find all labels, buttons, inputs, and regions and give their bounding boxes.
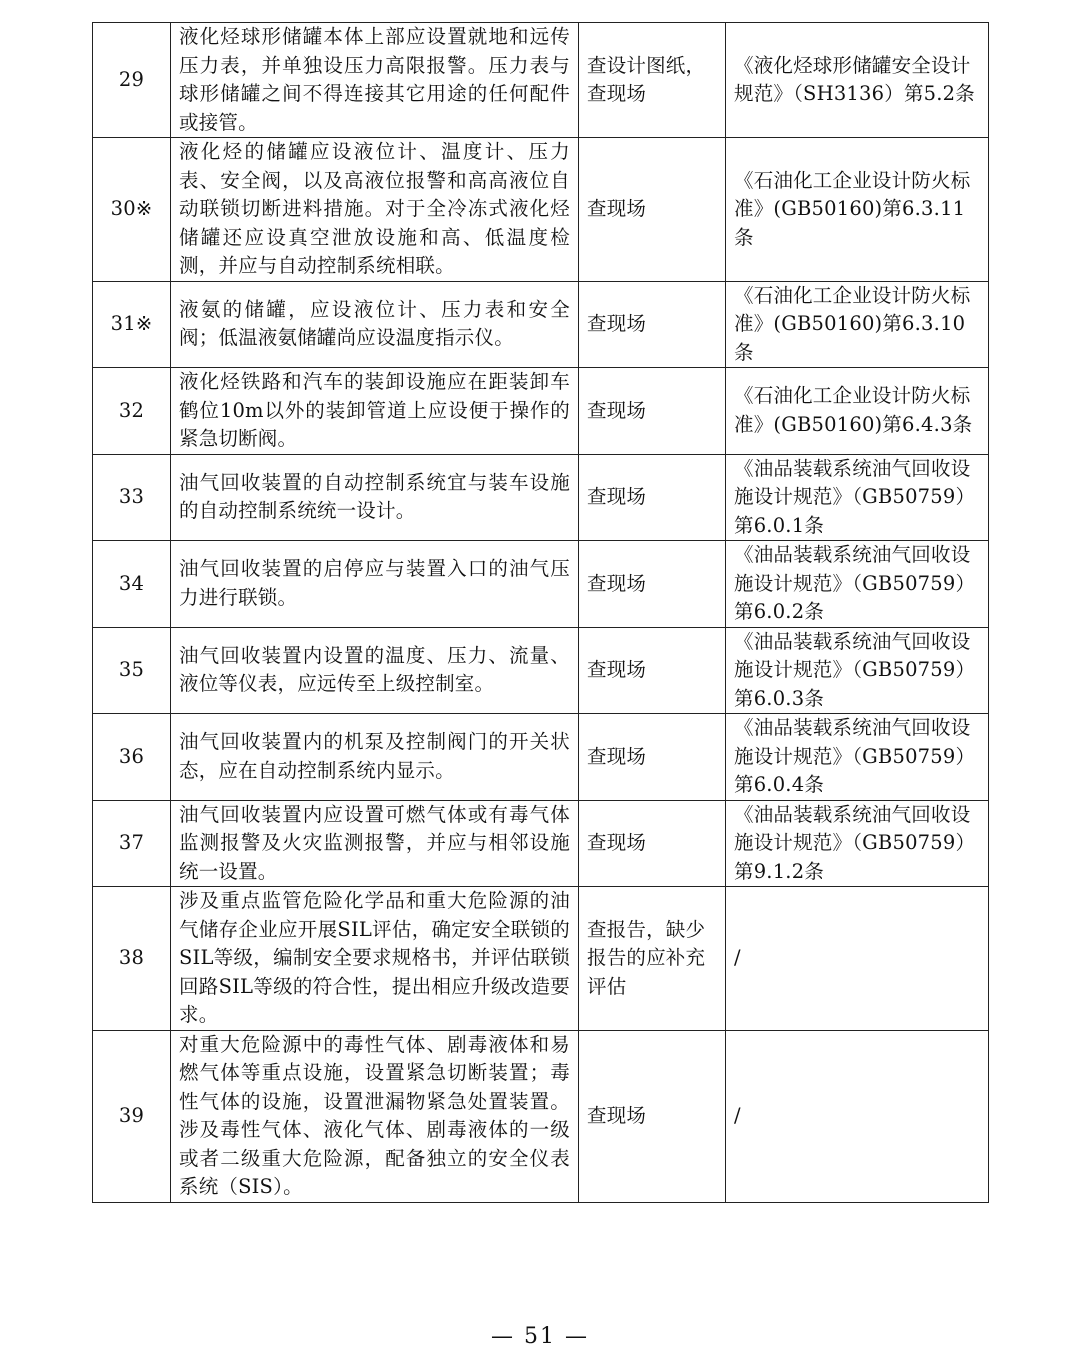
- row-requirement: 油气回收装置的启停应与装置入口的油气压力进行联锁。: [171, 541, 579, 628]
- row-check-method: 查现场: [579, 541, 726, 628]
- row-basis: /: [726, 887, 989, 1031]
- table-row: [93, 454, 989, 541]
- row-check-method: 查现场: [579, 368, 726, 455]
- row-basis: 《油品装载系统油气回收设施设计规范》（GB50759）第6.0.4条: [726, 714, 989, 801]
- row-number: 39: [93, 1030, 171, 1202]
- row-requirement: 液化烃的储罐应设液位计、温度计、压力表、安全阀，以及高液位报警和高高液位自动联锁切断进料措施。对于全冷冻式液化烃储罐还应设真空泄放设施和高、低温度检测，并应与自动控制系统相联。: [171, 138, 579, 282]
- page-number: — 51 —: [491, 1324, 589, 1349]
- table-row: [93, 800, 989, 887]
- table-row: [93, 23, 989, 138]
- row-basis: 《石油化工企业设计防火标准》(GB50160)第6.4.3条: [726, 368, 989, 455]
- row-basis: 《石油化工企业设计防火标准》(GB50160)第6.3.10条: [726, 281, 989, 368]
- row-requirement: 油气回收装置内的机泵及控制阀门的开关状态，应在自动控制系统内显示。: [171, 714, 579, 801]
- row-basis: 《油品装载系统油气回收设施设计规范》（GB50759）第6.0.3条: [726, 627, 989, 714]
- row-basis: 《油品装载系统油气回收设施设计规范》（GB50759）第6.0.1条: [726, 454, 989, 541]
- row-requirement: 液化烃铁路和汽车的装卸设施应在距装卸车鹤位10m以外的装卸管道上应设便于操作的紧急切断阀。: [171, 368, 579, 455]
- row-number: 36: [93, 714, 171, 801]
- row-check-method: 查设计图纸，查现场: [579, 23, 726, 138]
- inspection-table: [92, 22, 989, 1203]
- table-row: [93, 1030, 989, 1202]
- row-requirement: 油气回收装置的自动控制系统宜与装车设施的自动控制系统统一设计。: [171, 454, 579, 541]
- table-row: [93, 281, 989, 368]
- row-requirement: 涉及重点监管危险化学品和重大危险源的油气储存企业应开展SIL评估，确定安全联锁的SIL等级，编制安全要求规格书，并评估联锁回路SIL等级的符合性，提出相应升级改造要求。: [171, 887, 579, 1031]
- row-requirement: 油气回收装置内应设置可燃气体或有毒气体监测报警及火灾监测报警，并应与相邻设施统一设置。: [171, 800, 579, 887]
- row-check-method: 查现场: [579, 138, 726, 282]
- row-number: 34: [93, 541, 171, 628]
- row-requirement: 液化烃球形储罐本体上部应设置就地和远传压力表，并单独设压力高限报警。压力表与球形储罐之间不得连接其它用途的任何配件或接管。: [171, 23, 579, 138]
- row-check-method: 查报告，缺少报告的应补充评估: [579, 887, 726, 1031]
- row-basis: 《液化烃球形储罐安全设计规范》（SH3136）第5.2条: [726, 23, 989, 138]
- table-row: [93, 714, 989, 801]
- row-basis: 《油品装载系统油气回收设施设计规范》（GB50759）第6.0.2条: [726, 541, 989, 628]
- row-requirement: 对重大危险源中的毒性气体、剧毒液体和易燃气体等重点设施，设置紧急切断装置；毒性气体的设施，设置泄漏物紧急处置装置。涉及毒性气体、液化气体、剧毒液体的一级或者二级重大危险源，配备独立的安全仪表系统（SIS）。: [171, 1030, 579, 1202]
- table-row: [93, 627, 989, 714]
- row-check-method: 查现场: [579, 800, 726, 887]
- row-requirement: 油气回收装置内设置的温度、压力、流量、液位等仪表，应远传至上级控制室。: [171, 627, 579, 714]
- row-number: 37: [93, 800, 171, 887]
- table-row: [93, 541, 989, 628]
- table-row: [93, 887, 989, 1031]
- row-number: 31※: [93, 281, 171, 368]
- row-basis: 《油品装载系统油气回收设施设计规范》（GB50759）第9.1.2条: [726, 800, 989, 887]
- table-row: [93, 138, 989, 282]
- table-row: [93, 368, 989, 455]
- row-requirement: 液氨的储罐，应设液位计、压力表和安全阀；低温液氨储罐尚应设温度指示仪。: [171, 281, 579, 368]
- row-check-method: 查现场: [579, 627, 726, 714]
- row-check-method: 查现场: [579, 714, 726, 801]
- row-basis: 《石油化工企业设计防火标准》(GB50160)第6.3.11条: [726, 138, 989, 282]
- row-number: 38: [93, 887, 171, 1031]
- row-number: 30※: [93, 138, 171, 282]
- row-check-method: 查现场: [579, 1030, 726, 1202]
- row-basis: /: [726, 1030, 989, 1202]
- row-check-method: 查现场: [579, 281, 726, 368]
- row-number: 29: [93, 23, 171, 138]
- row-number: 33: [93, 454, 171, 541]
- row-number: 32: [93, 368, 171, 455]
- row-check-method: 查现场: [579, 454, 726, 541]
- row-number: 35: [93, 627, 171, 714]
